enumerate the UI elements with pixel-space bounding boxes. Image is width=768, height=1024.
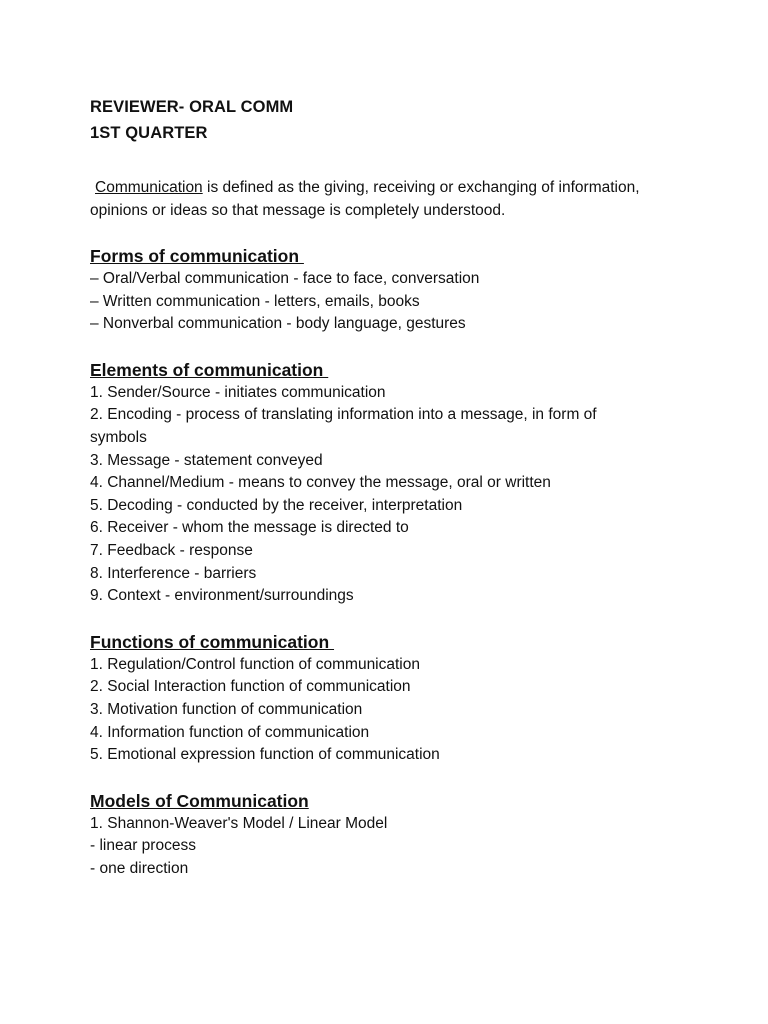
list-item: 3. Message - statement conveyed — [90, 451, 323, 469]
intro-paragraph — [90, 176, 690, 222]
list-item: 3. Motivation function of communication — [90, 700, 363, 718]
list-item: 6. Receiver - whom the message is directed to — [90, 519, 409, 537]
list-item: 1. Shannon-Weaver's Model / Linear Model — [90, 814, 388, 832]
list-item: 5. Decoding - conducted by the receiver, interpretation — [90, 496, 463, 514]
section-list — [90, 654, 708, 767]
list-item: 9. Context - environment/surroundings — [90, 587, 354, 605]
intro-term: Communication — [95, 179, 203, 196]
document-subtitle: 1ST QUARTER — [90, 124, 208, 142]
list-item: – Oral/Verbal communication - face to face, conversation — [90, 270, 480, 287]
list-item: 7. Feedback - response — [90, 541, 253, 559]
list-item: 8. Interference - barriers — [90, 564, 257, 582]
list-item: - one direction — [90, 859, 189, 877]
list-item: - linear process — [90, 837, 196, 855]
list-item: 1. Sender/Source - initiates communication — [90, 383, 386, 401]
list-item: – Nonverbal communication - body language, gestures — [90, 315, 466, 333]
section-heading: Elements of communication — [90, 359, 329, 380]
intro-definition: is defined as the giving, receiving or exchanging of information, opinions or ideas so that message is completely understood. — [90, 179, 640, 219]
list-item: 4. Channel/Medium - means to convey the message, oral or written — [90, 474, 551, 492]
list-item: 1. Regulation/Control function of communication — [90, 655, 420, 673]
section-functions — [90, 630, 708, 767]
list-item: 5. Emotional expression function of communication — [90, 746, 440, 764]
section-list — [90, 268, 708, 336]
section-heading: Functions of communication — [90, 631, 335, 652]
section-list — [90, 382, 708, 608]
document-title: REVIEWER- ORAL COMM — [90, 98, 294, 116]
list-item: – Written communication - letters, emails, books — [90, 292, 420, 310]
section-heading: Forms of communication — [90, 246, 304, 266]
section-models — [90, 789, 708, 881]
list-item: 2. Encoding - process of translating information into a message, in form of symbols — [90, 406, 597, 446]
section-forms — [90, 244, 708, 336]
list-item: 2. Social Interaction function of communication — [90, 678, 411, 696]
list-item: 4. Information function of communication — [90, 723, 370, 741]
section-heading: Models of Communication — [90, 790, 309, 811]
section-elements — [90, 358, 708, 608]
section-list — [90, 813, 708, 881]
